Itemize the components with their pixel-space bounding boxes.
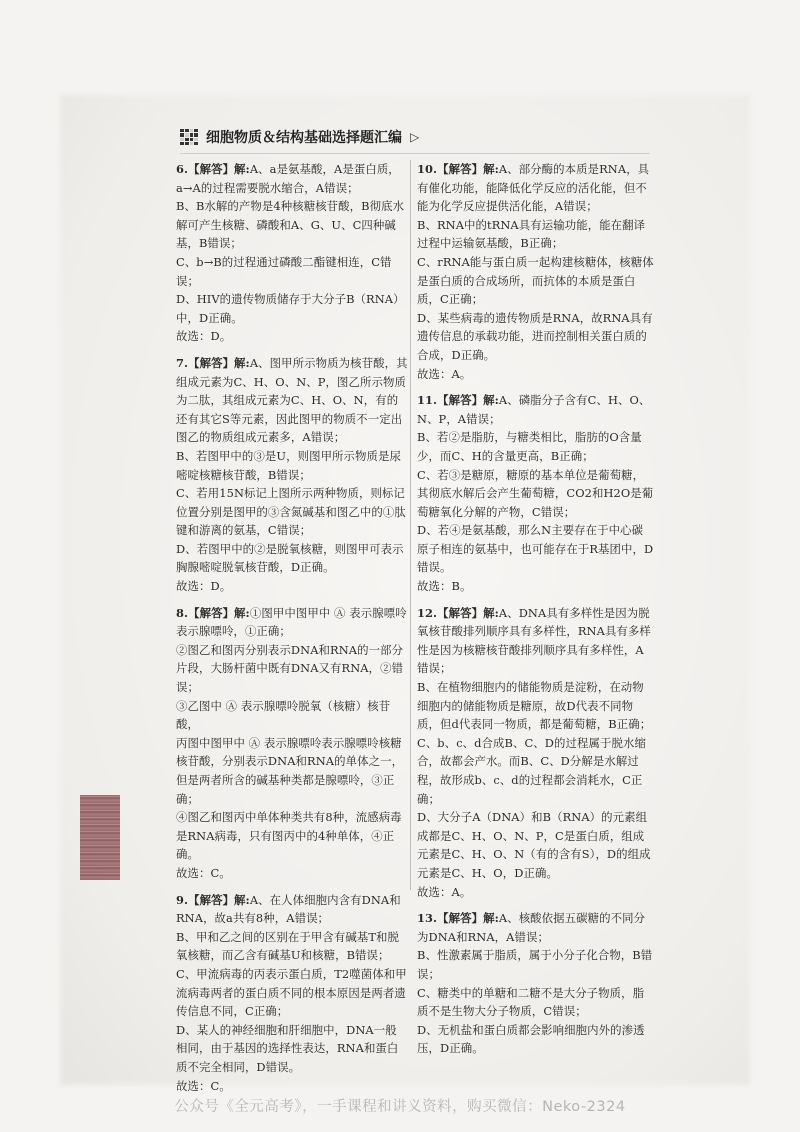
answer-line bbox=[176, 253, 408, 290]
answer-line bbox=[176, 484, 408, 540]
header-divider bbox=[180, 153, 650, 154]
answer-text: A、部分酶的本质是RNA，具有催化功能，能降低化学反应的活化能，但不能为化学反应提供活化能，A错误； bbox=[417, 162, 650, 214]
answer-text: 故选：D。 bbox=[176, 329, 232, 344]
question-answer-block bbox=[176, 160, 408, 346]
block-spacer bbox=[176, 883, 408, 891]
answer-text: 故选：C。 bbox=[176, 1078, 231, 1093]
answer-line bbox=[176, 160, 408, 197]
answer-line bbox=[176, 327, 408, 346]
answer-line bbox=[176, 734, 408, 808]
answer-line bbox=[176, 197, 408, 253]
answer-text: C、rRNA能与蛋白质一起构建核糖体，核糖体是蛋白质的合成场所，而抗体的本质是蛋白质，C正确； bbox=[417, 254, 654, 307]
question-number: 7.【解答】解: bbox=[176, 355, 250, 370]
answer-line bbox=[176, 290, 408, 327]
answer-line bbox=[417, 678, 654, 734]
answer-text: 故选：D。 bbox=[176, 579, 232, 594]
answer-text: A、a是氨基酸，A是蛋白质，a→A的过程需要脱水缩合，A错误； bbox=[176, 162, 400, 195]
answer-line bbox=[417, 216, 654, 253]
answer-text: ②图乙和图丙分别表示DNA和RNA的一部分片段，大肠杆菌中既有DNA又有RNA，②错误； bbox=[176, 642, 404, 695]
column-divider bbox=[410, 160, 411, 890]
answer-text: B、甲和乙之间的区别在于甲含有碱基T和脱氧核糖，而乙含有碱基U和核糖，B错误； bbox=[176, 929, 400, 963]
block-spacer bbox=[176, 346, 408, 354]
answer-text: C、糖类中的单糖和二糖不是大分子物质，脂质不是生物大分子物质，C错误； bbox=[417, 985, 645, 1019]
answer-line bbox=[176, 354, 408, 447]
answer-line bbox=[176, 965, 408, 1021]
page-header bbox=[180, 126, 419, 148]
answer-text: A、核酸依据五碳糖的不同分为DNA和RNA，A错误； bbox=[417, 911, 646, 944]
answer-text: C、b、c、d合成B、C、D的过程属于脱水缩合，故都会产水。而B、C、D分解是水解过程，故形成b、c、d的过程都会消耗水，C正确； bbox=[417, 735, 646, 806]
question-number: 11.【解答】解: bbox=[417, 393, 499, 408]
answer-text: B、RNA中的tRNA具有运输功能，能在翻译过程中运输氨基酸，B正确； bbox=[417, 217, 646, 251]
answer-text: C、若用15N标记上图所示两种物质，则标记位置分别是图甲的③含氮碱基和图乙中的①肽键和游离的氨基，C错误； bbox=[176, 486, 406, 538]
answer-line bbox=[417, 309, 654, 365]
answer-line bbox=[417, 428, 654, 465]
answer-line bbox=[417, 253, 654, 309]
answer-line bbox=[417, 391, 654, 428]
answer-text: B、若图甲中的③是U，则图甲所示物质是尿嘧啶核糖核苷酸，B错误； bbox=[176, 448, 402, 482]
answer-line bbox=[417, 808, 654, 882]
answer-line bbox=[176, 928, 408, 965]
answer-line bbox=[417, 909, 654, 946]
answer-text: D、大分子A（DNA）和B（RNA）的元素组成都是C、H、O、N、P，C是蛋白质，组成元素是C、H、O、N（有的含有S），D的组成元素是C、H、O，D正确。 bbox=[417, 810, 651, 880]
answer-line bbox=[417, 883, 654, 902]
answer-line bbox=[176, 1077, 408, 1096]
answer-text: D、HIV的遗传物质储存于大分子B（RNA）中，D正确。 bbox=[176, 292, 405, 325]
answer-line bbox=[417, 577, 654, 596]
answer-text: A、在人体细胞内含有DNA和RNA，故a共有8种，A错误； bbox=[176, 892, 401, 926]
answer-line bbox=[417, 734, 654, 808]
block-spacer bbox=[176, 596, 408, 604]
answer-line bbox=[417, 365, 654, 384]
answer-text: D、若图甲中的②是脱氧核糖，则图甲可表示胸腺嘧啶脱氧核苷酸，D正确。 bbox=[176, 541, 404, 575]
answer-text: 故选：A。 bbox=[417, 884, 472, 899]
play-triangle-icon: ▷ bbox=[410, 130, 420, 144]
answer-text: C、若③是糖原，糖原的基本单位是葡萄糖，其彻底水解后会产生葡萄糖，CO2和H2O是葡萄糖氧化分解的产物，C错误； bbox=[417, 467, 654, 519]
answer-line bbox=[176, 604, 408, 641]
block-spacer bbox=[417, 383, 654, 391]
answer-line bbox=[417, 984, 654, 1021]
answer-line bbox=[176, 864, 408, 883]
answer-text: C、甲流病毒的丙表示蛋白质，T2噬菌体和甲流病毒两者的蛋白质不同的根本原因是两者遗传信息不同，C正确； bbox=[176, 966, 407, 1019]
question-answer-block bbox=[417, 909, 654, 1058]
question-answer-block bbox=[417, 160, 654, 383]
answer-text: A、DNA具有多样性是因为脱氧核苷酸排列顺序具有多样性，RNA具有多样性是因为核糖核苷酸排列顺序具有多样性，A错误； bbox=[417, 605, 651, 676]
question-number: 8.【解答】解: bbox=[176, 605, 250, 620]
block-spacer bbox=[417, 596, 654, 604]
answer-text: A、磷脂分子含有C、H、O、N、P，A错误； bbox=[417, 393, 651, 426]
right-column bbox=[417, 160, 654, 1058]
question-number: 12.【解答】解: bbox=[417, 605, 499, 620]
answer-line bbox=[176, 577, 408, 596]
answer-text: D、无机盐和蛋白质都会影响细胞内外的渗透压，D正确。 bbox=[417, 1022, 645, 1056]
footer-watermark: 公众号《全元高考》，一手课程和讲义资料，购买微信：Neko-2324 bbox=[174, 1099, 626, 1115]
answer-text: ①图甲中图甲中 Ⓐ 表示腺嘌呤表示腺嘌呤，①正确； bbox=[176, 605, 407, 639]
answer-line bbox=[417, 1021, 654, 1058]
answer-text: ④图乙和图丙中单体种类共有8种，流感病毒是RNA病毒，只有图丙中的4种单体，④正确。 bbox=[176, 810, 402, 862]
left-column bbox=[176, 160, 408, 1095]
answer-line bbox=[176, 1021, 408, 1077]
answer-line bbox=[417, 604, 654, 678]
question-answer-block bbox=[176, 891, 408, 1096]
answer-text: ③乙图中 Ⓐ 表示腺嘌呤脱氧（核糖）核苷酸， bbox=[176, 698, 391, 732]
answer-text: D、某些病毒的遗传物质是RNA，故RNA具有遗传信息的承载功能，进而控制相关蛋白质的合成，D正确。 bbox=[417, 310, 653, 362]
answer-text: A、图甲所示物质为核苷酸，其组成元素为C、H、O、N、P，图乙所示物质为二肽，其组成元素为C、H、O、N，有的还有其它S等元素，因此图甲的物质不一定出图乙的物质组成元素多，A错误； bbox=[176, 355, 408, 445]
answer-text: B、若②是脂肪，与糖类相比，脂肪的O含量少，而C、H的含量更高，B正确； bbox=[417, 430, 642, 463]
answer-text: B、性激素属于脂质，属于小分子化合物，B错误； bbox=[417, 948, 653, 981]
question-number: 9.【解答】解: bbox=[176, 892, 250, 907]
page-title: 细胞物质＆结构基础选择题汇编 bbox=[206, 130, 402, 146]
question-number: 13.【解答】解: bbox=[417, 911, 499, 926]
question-answer-block bbox=[417, 604, 654, 902]
question-number: 6.【解答】解: bbox=[176, 162, 250, 176]
answer-line bbox=[417, 160, 654, 216]
answer-line bbox=[176, 447, 408, 484]
answer-text: D、某人的神经细胞和肝细胞中，DNA一般相同，由于基因的选择性表达，RNA和蛋白质不完全相同，D错误。 bbox=[176, 1022, 399, 1074]
answer-text: B、在植物细胞内的储能物质是淀粉，在动物细胞内的储能物质是糖原，故D代表不同物质，但d代表同一物质，都是葡萄糖，B正确； bbox=[417, 680, 652, 732]
answer-text: 故选：A。 bbox=[417, 366, 472, 381]
qr-code-icon bbox=[180, 129, 198, 145]
question-number: 10.【解答】解: bbox=[417, 162, 499, 176]
answer-text: D、若④是氨基酸，那么N主要存在于中心碳原子相连的氨基中，也可能存在于R基团中，D错误。 bbox=[417, 523, 654, 575]
answer-text: 故选：C。 bbox=[176, 865, 231, 880]
answer-text: B、B水解的产物是4种核糖核苷酸，B彻底水解可产生核糖、磷酸和A、G、U、C四种碱基，B错误； bbox=[176, 199, 405, 251]
answer-line bbox=[417, 466, 654, 522]
question-answer-block bbox=[176, 604, 408, 883]
question-answer-block bbox=[417, 391, 654, 596]
answer-line bbox=[176, 808, 408, 864]
answer-line bbox=[417, 946, 654, 983]
answer-line bbox=[176, 641, 408, 697]
question-answer-block bbox=[176, 354, 408, 596]
answer-text: 故选：B。 bbox=[417, 579, 472, 594]
answer-line bbox=[176, 891, 408, 928]
block-spacer bbox=[417, 901, 654, 909]
answer-text: 丙图中图甲中 Ⓐ 表示腺嘌呤表示腺嘌呤核糖核苷酸，分别表示DNA和RNA的单体之一，但是两者所含的碱基种类都是腺嘌呤，③正确； bbox=[176, 735, 404, 806]
answer-line bbox=[176, 540, 408, 577]
answer-line bbox=[417, 521, 654, 577]
answer-text: C、b→B的过程通过磷酸二酯键相连，C错误； bbox=[176, 254, 392, 288]
answer-line bbox=[176, 697, 408, 734]
side-color-strip bbox=[80, 795, 120, 880]
